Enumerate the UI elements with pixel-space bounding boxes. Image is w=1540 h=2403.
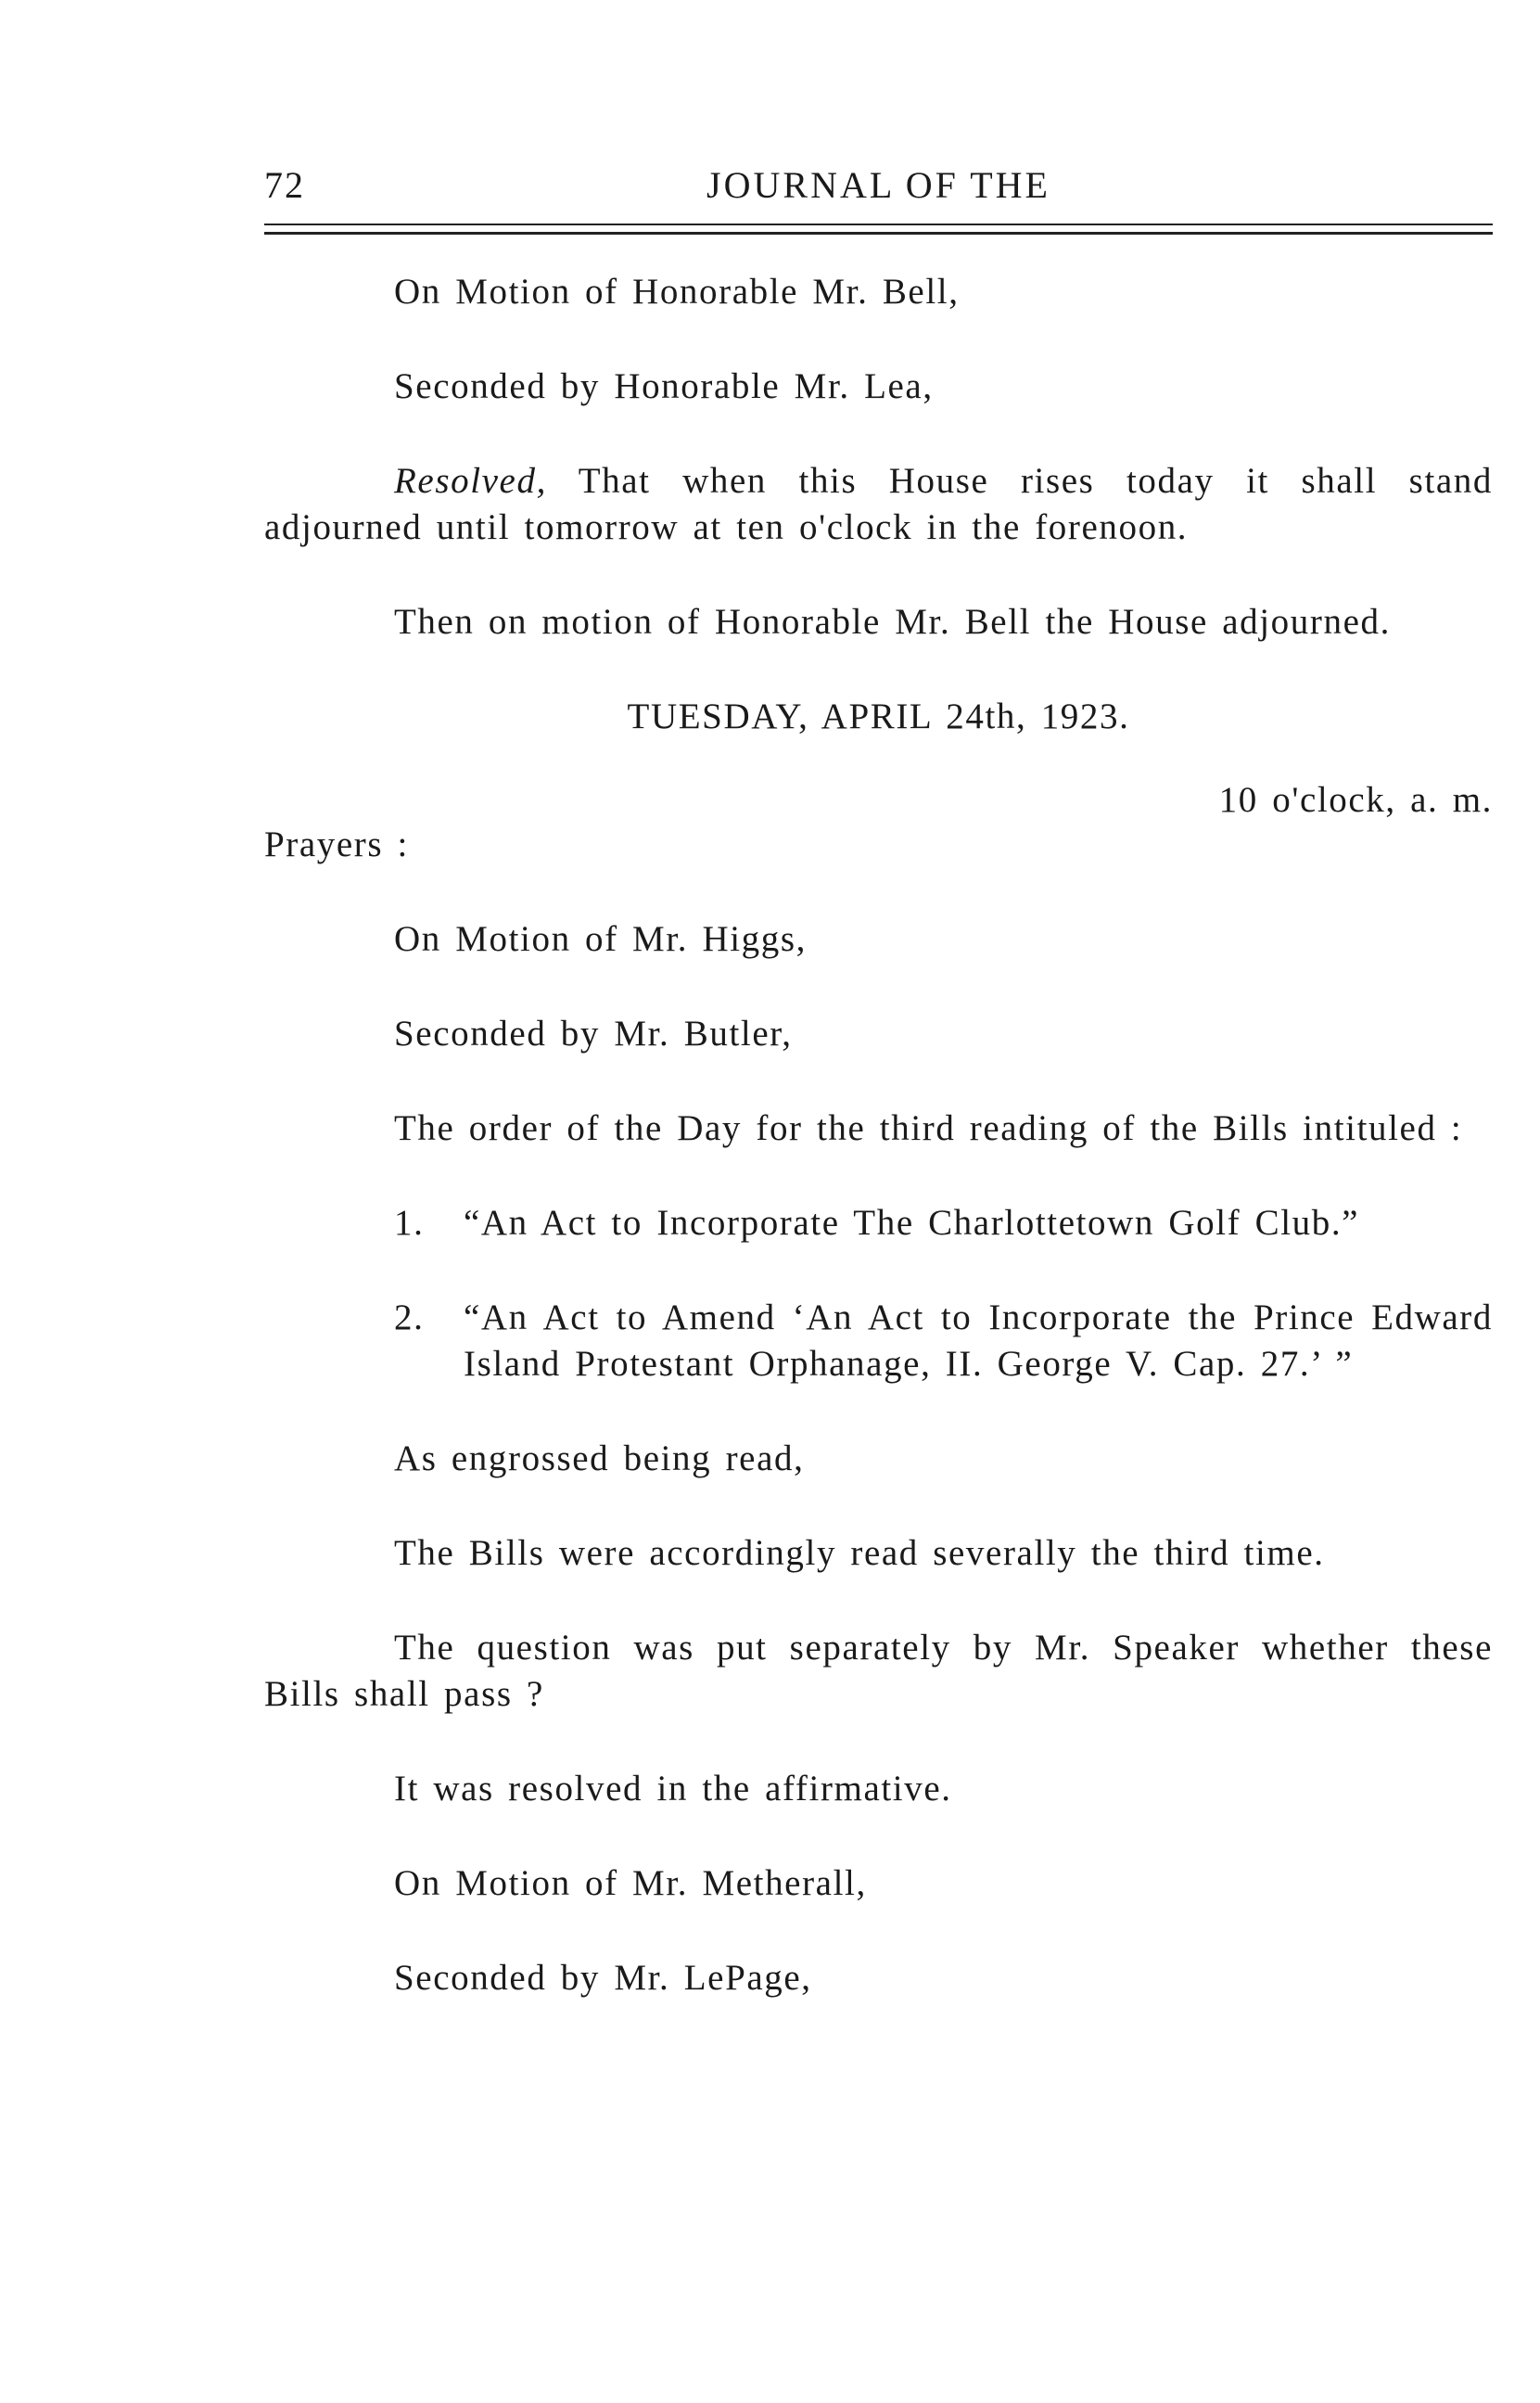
motion-bell: On Motion of Honorable Mr. Bell, [394,272,960,312]
seconded-lea: Seconded by Honorable Mr. Lea, [394,366,934,406]
order-of-day-paragraph: The order of the Day for the third reading of the Bills intituled : [394,1108,1463,1148]
resolution-text: That when this House rises today it shall stand adjourned until tomorrow at ten o'clock in the forenoon. [264,461,1493,547]
bill-item [264,1200,1493,1246]
resolved-label: Resolved, [394,461,547,501]
bill-title: “An Act to Incorporate The Charlottetown Golf Club.” [464,1203,1360,1243]
engrossed-paragraph: As engrossed being read, [394,1438,805,1478]
header-rule-bottom [264,232,1493,235]
bill-number: 2. [394,1297,425,1337]
prayers-heading: Prayers : [264,824,409,864]
third-reading-paragraph: The Bills were accordingly read severally the third time. [394,1533,1325,1573]
question-paragraph: The question was put separately by Mr. Speaker whether these Bills shall pass ? [264,1628,1493,1714]
session-time: 10 o'clock, a. m. [1218,780,1493,820]
motion-higgs: On Motion of Mr. Higgs, [394,919,807,959]
adjournment-paragraph: Then on motion of Honorable Mr. Bell the House adjourned. [394,602,1391,642]
bills-list [264,1200,1493,1387]
session-date: TUESDAY, APRIL 24th, 1923. [627,697,1130,736]
affirmative-paragraph: It was resolved in the affirmative. [394,1769,952,1809]
resolution-paragraph [264,458,1493,551]
motion-metherall: On Motion of Mr. Metherall, [394,1863,867,1903]
page-number: 72 [264,164,305,206]
seconded-lepage: Seconded by Mr. LePage, [394,1958,812,1998]
bill-title: “An Act to Amend ‘An Act to Incorporate the Prince Edward Island Protestant Orphanage, II. George V. Cap. 27.’ ” [464,1297,1493,1384]
seconded-butler: Seconded by Mr. Butler, [394,1014,793,1054]
bill-number: 1. [394,1203,425,1243]
running-title: JOURNAL OF THE [706,164,1050,206]
journal-body [264,269,1493,2050]
bill-item [264,1295,1493,1387]
page-header [264,163,1493,210]
header-rule-top [264,224,1493,225]
